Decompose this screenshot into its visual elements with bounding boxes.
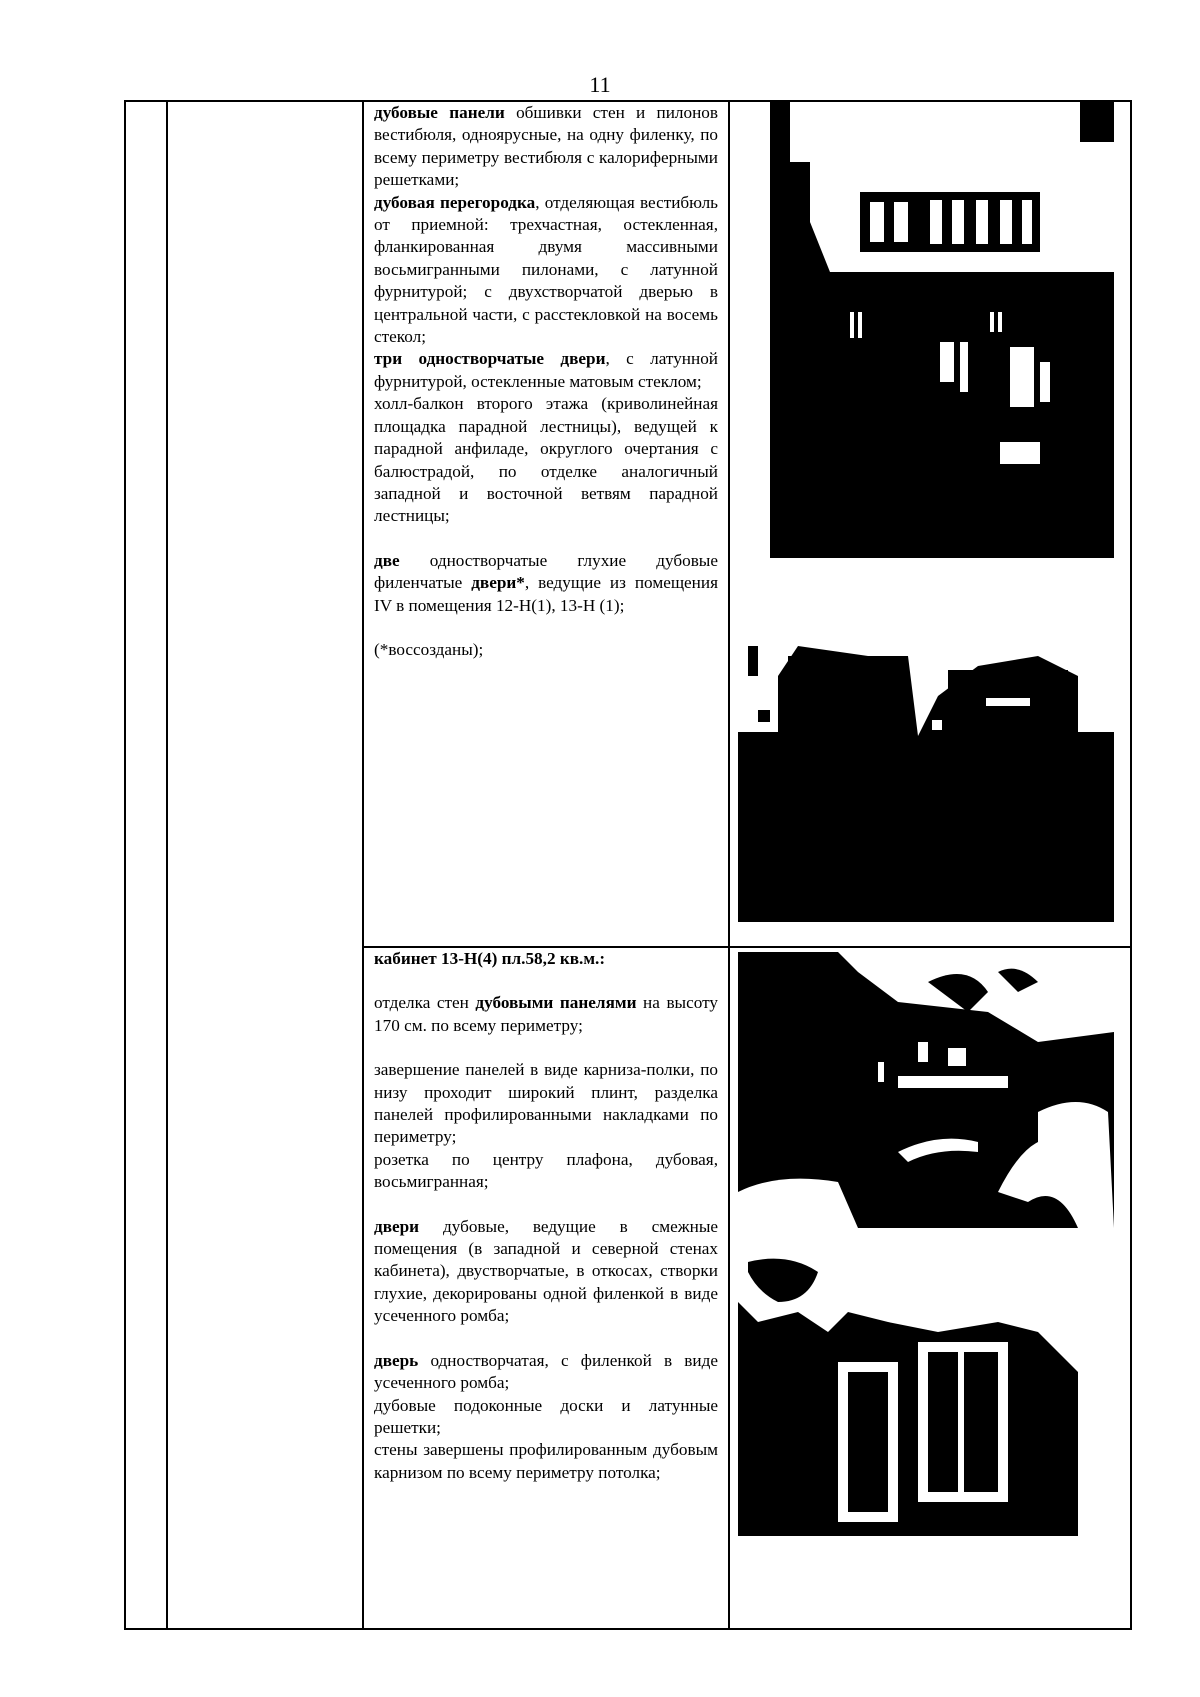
paragraph: (*воссозданы);: [374, 639, 484, 659]
table-col-divider-2: [362, 100, 364, 1630]
paragraph: дубовая перегородка, отделяющая вестибюль от приемной: трехчастная, остекленная, фланкированная двумя массивными восьмигранными пилонами, с латунной фурнитурой; с двухстворчатой дверью в центральной части, с расстекловкой на восемь стекол;: [374, 192, 718, 347]
paragraph: дверь одностворчатая, с филенкой в виде усеченного ромба;: [374, 1350, 718, 1393]
table-col-divider-1: [166, 100, 168, 1630]
table-border-left: [124, 100, 126, 1630]
doors-photo: [738, 636, 1114, 922]
section1-text: [374, 102, 718, 661]
paragraph: отделка стен дубовыми панелями на высоту 170 см. по всему периметру;: [374, 993, 718, 1035]
table-border-bottom: [124, 1628, 1132, 1630]
paragraph: две одностворчатые глухие дубовые филенчатые двери*, ведущие из помещения IV в помещения 12-Н(1), 13-Н (1);: [374, 550, 718, 615]
paragraph: дубовые панели обшивки стен и пилонов вестибюля, одноярусные, на одну филенку, по всему периметру вестибюля с калориферными решетками;: [374, 103, 719, 190]
table-col-divider-3: [728, 100, 730, 1630]
cabinet-photo-1: [738, 952, 1114, 1228]
section2-text: [374, 948, 718, 1484]
paragraph: дубовые подоконные доски и латунные решетки;: [374, 1395, 718, 1437]
page-number: 11: [589, 72, 611, 97]
paragraph: розетка по центру плафона, дубовая, восьмигранная;: [374, 1149, 718, 1192]
vestibule-photo: [770, 102, 1114, 558]
paragraph: холл-балкон второго этажа (криволинейная площадка парадной лестницы), ведущей к парадной анфиладе, округлого очертания с балюстрадой, по отделке аналогичный западной и восточной ветвям парадной лестницы;: [374, 394, 718, 526]
table-border-right: [1130, 100, 1132, 1630]
cabinet-photo-2: [738, 1252, 1114, 1536]
section-heading: кабинет 13-Н(4) пл.58,2 кв.м.:: [374, 949, 606, 968]
paragraph: три одностворчатые двери, с латунной фурнитурой, остекленные матовым стеклом;: [374, 349, 718, 391]
paragraph: стены завершены профилированным дубовым карнизом по всему периметру потолка;: [374, 1440, 718, 1482]
paragraph: завершение панелей в виде карниза-полки, по низу проходит широкий плинт, разделка панелей профилированными накладками по периметру;: [374, 1060, 718, 1147]
paragraph: двери дубовые, ведущие в смежные помещения (в западной и северной стенах кабинета), двустворчатые, в откосах, створки глухие, декорированы одной филенкой в виде усеченного ромба;: [374, 1216, 718, 1326]
